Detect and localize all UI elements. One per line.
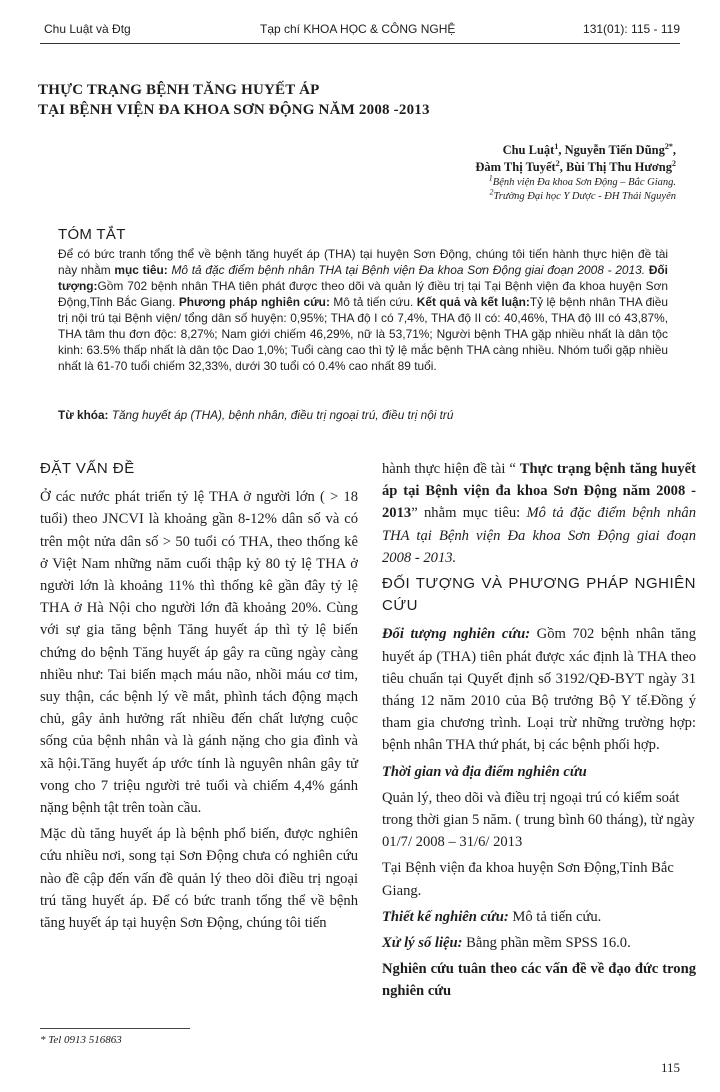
intro-paragraph-2: Mặc dù tăng huyết áp là bệnh phổ biến, được nghiên cứu nhiều nơi, song tại Sơn Động chưa có nghiên cứu nào đề cập đến vấn đề quản lý theo dõi điều trị ngoại trú tăng huyết áp. Để có bức tranh tổng thể về bệnh tăng huyết áp tại huyện Sơn Động, chúng tôi tiến (40, 826, 358, 932)
subheading: Xử lý số liệu: (382, 935, 463, 952)
para-text: Mô tả tiến cứu. (508, 908, 602, 925)
keywords-text: Tăng huyết áp (THA), bệnh nhân, điều trị ngoại trú, điều trị nội trú (108, 408, 454, 422)
footnote-rule (40, 1028, 190, 1029)
methods-ethics: Nghiên cứu tuân theo các vấn đề về đạo đức trong nghiên cứu (382, 961, 696, 1000)
header-rule (40, 43, 680, 44)
running-header (44, 22, 680, 40)
footnote: * Tel 0913 516863 (40, 1034, 122, 1046)
abstract-label: Kết quả và kết luận: (416, 295, 530, 309)
abstract-text: Mô tả tiến cứu. (329, 295, 417, 309)
aff-sup: 1 (488, 173, 493, 183)
author-sup: 1 (554, 141, 559, 151)
right-column (382, 458, 696, 1007)
aff-sup: 2 (489, 187, 494, 197)
aff-text: Trường Đại học Y Dược - ĐH Thái Nguyên (493, 191, 676, 202)
study-objective: Mô tả đặc điểm bệnh nhân THA tại Bệnh viện Đa khoa Sơn Động giai đoạn 2008 - 2013. (382, 505, 697, 566)
abstract-text: Gồm 702 bệnh nhân THA tiên phát được theo dõi và quản lý điều trị tại Tại Bệnh viện đa khoa huyện Sơn Động,Tỉnh Bắc Giang. (58, 279, 668, 309)
keywords (58, 408, 658, 422)
section-heading-methods: ĐỐI TƯỢNG VÀ PHƯƠNG PHÁP NGHIÊN CỨU (382, 575, 696, 615)
author-name: Chu Luật (502, 143, 555, 157)
subheading: Đối tượng nghiên cứu: (382, 626, 531, 643)
methods-subjects (382, 623, 696, 756)
abstract-label: Phương pháp nghiên cứu: (178, 295, 330, 309)
abstract-text: Tỷ lệ bệnh nhân THA điều trị nội trú tại Bệnh viện/ tổng dân số huyện: 0,95%; THA độ I có 7,4%, THA độ II có: 40,46%, THA độ III có 43,87%, THA tâm thu đơn độc: 8,27%; Nam giới chiếm 46,29%, nữ là 53,71%; Người bệnh THA gặp nhiều nhất là dân tộc kinh: 63.5% thấp nhất là dân tộc Dao 1,0%; Tuổi càng cao thì tỷ lệ mắc bệnh THA càng nhiều. Nhóm tuổi gặp nhiều nhất là 61-70 tuổi chiếm 32,33%, dưới 30 tuổi có 0.4% cao nhất 89 tuổi. (58, 295, 669, 373)
para-text: hành thực hiện đề tài “ (382, 461, 520, 477)
methods-time: Quản lý, theo dõi và điều trị ngoại trú có kiểm soát trong thời gian 5 năm. ( trung bình 60 tháng), từ ngày 01/7/ 2008 – 31/6/ 2013 (382, 789, 695, 851)
keywords-label: Từ khóa: (58, 408, 109, 422)
intro-paragraph-3 (382, 458, 696, 569)
methods-data-processing (382, 932, 696, 954)
methods-place: Tại Bệnh viện đa khoa huyện Sơn Động,Tỉnh Bắc Giang. (382, 860, 674, 899)
abstract-body (58, 246, 668, 374)
paper-title (38, 80, 638, 120)
aff-text: Bệnh viện Đa khoa Sơn Động – Bắc Giang. (492, 177, 676, 188)
author-sup: 2 (672, 158, 676, 168)
methods-design (382, 906, 696, 928)
author-sup: 2 (555, 158, 560, 168)
intro-paragraph-1: Ở các nước phát triển tỷ lệ THA ở người lớn ( > 18 tuổi) theo JNCVI là khoảng gần 8-12% dân số và có trên một nửa dân số > 50 tuổi có THA, theo thống kê ở Việt Nam những năm cuối thập kỷ 80 tỷ lệ THA ở người lớn là khoảng 11% thì thống kê gần đây tỷ lệ THA ở Hà Nội cho người lớn đã khoảng 20%. Cùng với sự gia tăng bệnh Tăng huyết áp thì tỷ lệ biến chứng do bệnh Tăng huyết áp gây ra cũng ngày càng nhiều như: Tai biến mạch máu não, nhồi máu cơ tim, suy thận, các bệnh lý về mắt, phình tách động mạch chủ, gây ảnh hưởng rất nhiều đến chất lượng cuộc sống của bệnh nhân và là gánh nặng cho gia đình và xã hội.Tăng huyết áp ước tính là nguyên nhân gây tử vong cho 7 triệu người trẻ tuổi và chiếm 4,4% gánh nặng bệnh tật trên toàn cầu. (40, 489, 358, 817)
subheading: Thiết kế nghiên cứu: (382, 908, 509, 925)
author-block (296, 142, 676, 204)
abstract-label: mục tiêu: (114, 263, 168, 277)
author-sup: 2* (664, 141, 673, 151)
page-number: 115 (660, 1060, 680, 1075)
title-line-1: THỰC TRẠNG BỆNH TĂNG HUYẾT ÁP (38, 82, 320, 98)
author-line-2 (296, 159, 676, 176)
para-text: ” nhằm mục tiêu: (411, 505, 527, 522)
abstract-text: Để có bức tranh tổng thể về bệnh tăng huyết áp (THA) tại huyện Sơn Động, chúng tôi tiến hành thực hiện đề tài này nhằm (58, 247, 668, 277)
title-line-2: TẠI BỆNH VIỆN ĐA KHOA SƠN ĐỘNG NĂM 2008 -2013 (38, 102, 430, 118)
affiliation-1 (296, 173, 676, 190)
author-name: , Nguyễn Tiến Dũng (558, 143, 665, 157)
affiliation-2 (296, 187, 676, 204)
header-issue: 131(01): 115 - 119 (583, 22, 680, 36)
header-author: Chu Luật và Đtg (44, 22, 131, 36)
abstract-label: Đối tượng: (58, 263, 668, 293)
author-name: , Bùi Thị Thu Hương (559, 160, 672, 174)
subheading-time-place: Thời gian và địa điểm nghiên cứu (382, 763, 587, 780)
para-text: Bằng phần mềm SPSS 16.0. (462, 935, 631, 952)
author-sep: , (672, 143, 676, 157)
abstract-objective: Mô tả đặc điểm bệnh nhân THA tại Bệnh viện Đa khoa Sơn Động giai đoạn 2008 - 2013. (167, 263, 646, 277)
study-title: Thực trạng bệnh tăng huyết áp tại Bệnh viện đa khoa Sơn Động năm 2008 - 2013 (382, 461, 696, 522)
left-column (40, 458, 358, 938)
header-journal: Tạp chí KHOA HỌC & CÔNG NGHỆ (260, 22, 456, 36)
abstract-heading: TÓM TẮT (58, 226, 126, 243)
para-text: Gồm 702 bệnh nhân tăng huyết áp (THA) tiên phát được xác định là THA theo tiêu chuẩn tại Quyết định số 3192/QĐ-BYT ngày 31 tháng 12 năm 2010 của Bộ trưởng Bộ Y tế.Đồng ý tham gia chương trình. Loại trừ những trường hợp: bệnh nhân THA thứ phát, bị các bệnh phối hợp. (382, 626, 696, 754)
author-line-1 (296, 142, 676, 159)
author-name: Đàm Thị Tuyết (475, 160, 556, 174)
section-heading-intro: ĐẶT VẤN ĐỀ (40, 460, 135, 477)
